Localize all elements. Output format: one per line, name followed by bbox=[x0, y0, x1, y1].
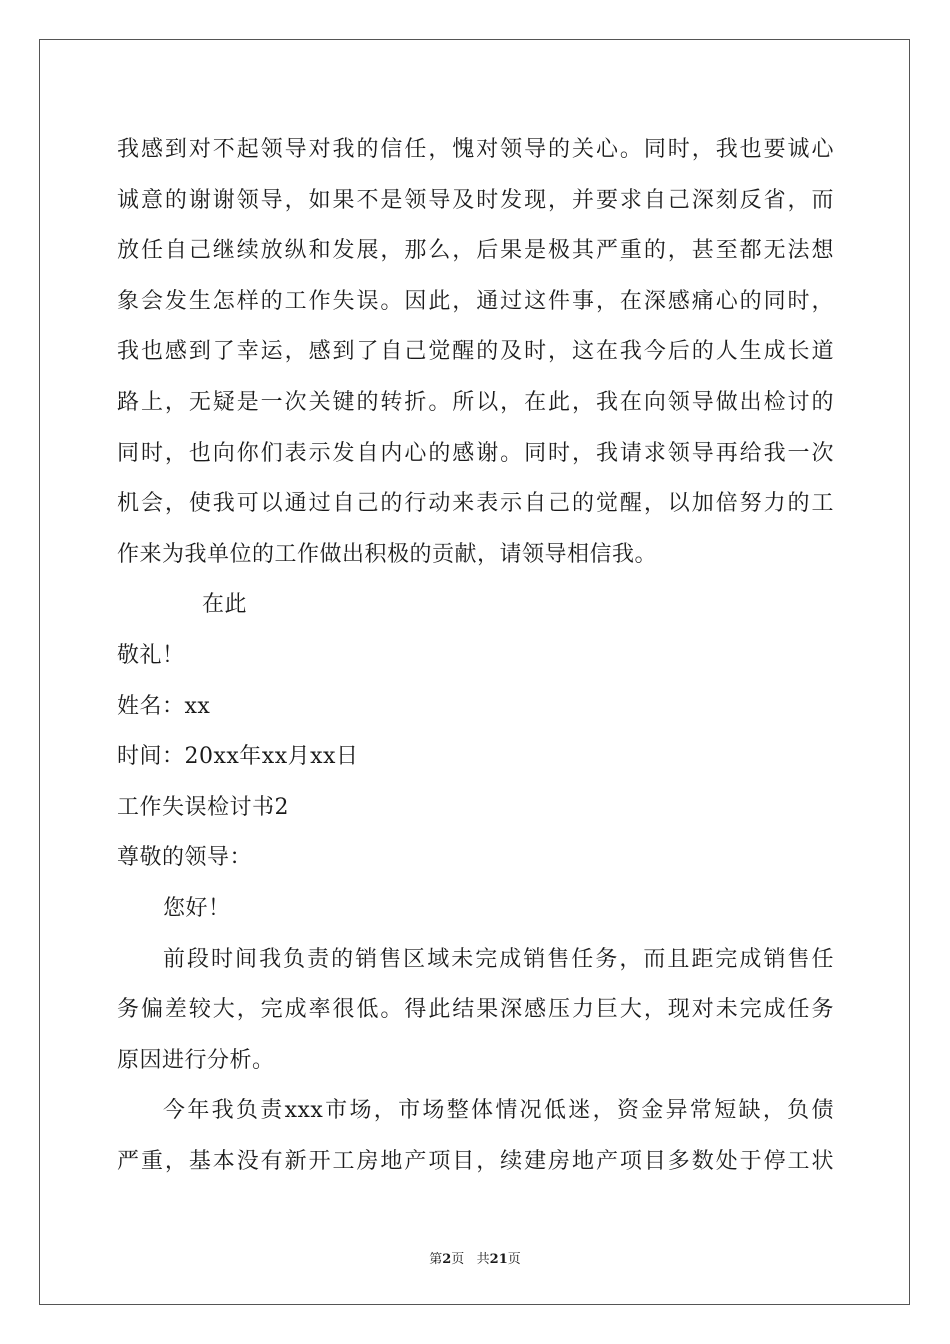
section-heading: 工作失误检讨书2 bbox=[117, 794, 289, 820]
text-line: 作来为我单位的工作做出积极的贡献，请领导相信我。 bbox=[117, 541, 658, 567]
text-line: 我也感到了幸运，感到了自己觉醒的及时，这在我今后的人生成长道 bbox=[117, 339, 834, 365]
signature-name: 姓名：xx bbox=[117, 693, 211, 719]
closing-phrase: 在此 bbox=[202, 592, 248, 618]
text-line: 放任自己继续放纵和发展，那么，后果是极其严重的，甚至都无法想 bbox=[117, 238, 834, 264]
text-line: 今年我负责xxx市场，市场整体情况低迷，资金异常短缺，负债 bbox=[163, 1098, 834, 1124]
text-line: 路上，无疑是一次关键的转折。所以，在此，我在向领导做出检讨的 bbox=[117, 389, 834, 415]
text-line: 原因进行分析。 bbox=[117, 1047, 275, 1073]
footer-suffix: 页 bbox=[507, 1252, 521, 1267]
text-line: 机会，使我可以通过自己的行动来表示自己的觉醒，以加倍努力的工 bbox=[117, 491, 834, 517]
total-page-number: 21 bbox=[489, 1252, 508, 1267]
document-body bbox=[117, 125, 834, 1187]
text-line: 诚意的谢谢领导，如果不是领导及时发现，并要求自己深刻反省，而 bbox=[117, 187, 834, 213]
text-line: 务偏差较大，完成率很低。得此结果深感压力巨大，现对未完成任务 bbox=[117, 997, 834, 1023]
paragraph-apology bbox=[117, 125, 834, 580]
signature-date: 时间：20xx年xx月xx日 bbox=[117, 744, 359, 770]
text-line: 我感到对不起领导对我的信任，愧对领导的关心。同时，我也要诚心 bbox=[117, 137, 834, 162]
hello-line: 您好！ bbox=[163, 895, 231, 921]
letter-greeting: 尊敬的领导： bbox=[117, 845, 253, 871]
text-line: 同时，也向你们表示发自内心的感谢。同时，我请求领导再给我一次 bbox=[117, 440, 834, 466]
text-line: 象会发生怎样的工作失误。因此，通过这件事，在深感痛心的同时， bbox=[117, 288, 834, 314]
salute: 敬礼！ bbox=[117, 642, 185, 668]
footer-prefix: 第 bbox=[429, 1252, 443, 1267]
text-line: 前段时间我负责的销售区域未完成销售任务，而且距完成销售任 bbox=[163, 946, 834, 972]
page-footer bbox=[0, 1248, 950, 1267]
paragraph-sales bbox=[117, 935, 834, 1087]
text-line: 严重，基本没有新开工房地产项目，续建房地产项目多数处于停工状 bbox=[117, 1148, 834, 1174]
current-page-number: 2 bbox=[442, 1252, 452, 1267]
footer-mid: 页 共 bbox=[451, 1252, 490, 1267]
paragraph-market bbox=[117, 1086, 834, 1187]
